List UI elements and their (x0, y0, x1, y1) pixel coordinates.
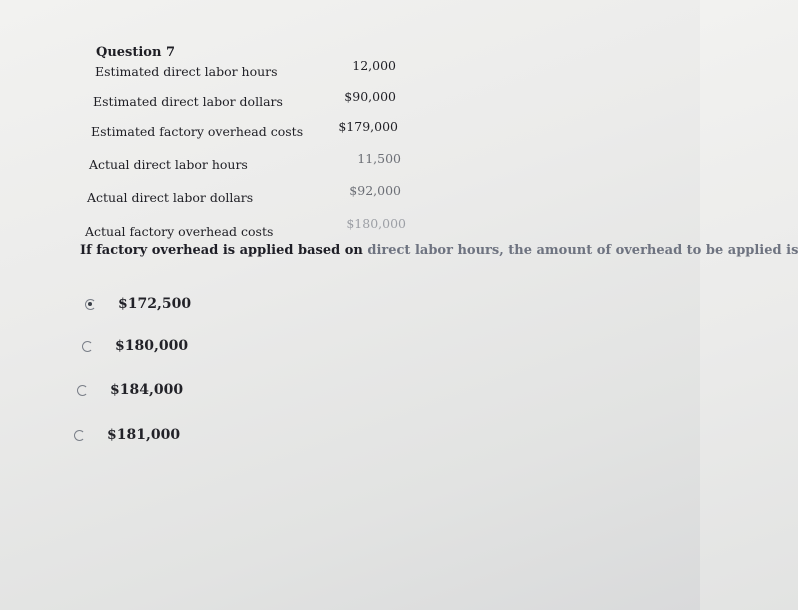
question-title: Question 7 (96, 45, 176, 60)
answer-option-label: $184,000 (110, 382, 184, 398)
answer-option-2[interactable] (82, 338, 188, 354)
radio-button-icon[interactable] (77, 385, 88, 396)
answer-option-3[interactable] (77, 382, 183, 398)
row-label-estimated-dl-hours: Estimated direct labor hours (95, 64, 278, 79)
question-prompt-end: direct labor hours, the amount of overhead to be applied is (367, 243, 798, 258)
row-value-actual-dl-dollars: $92,000 (349, 183, 401, 198)
row-label-actual-overhead: Actual factory overhead costs (85, 224, 274, 239)
answer-option-label: $180,000 (115, 338, 189, 354)
radio-button-icon[interactable] (82, 341, 93, 352)
row-label-estimated-dl-dollars: Estimated direct labor dollars (93, 94, 283, 109)
row-value-estimated-dl-dollars: $90,000 (344, 89, 396, 104)
row-label-actual-dl-hours: Actual direct labor hours (89, 157, 248, 172)
answer-option-label: $172,500 (118, 296, 192, 312)
row-label-actual-dl-dollars: Actual direct labor dollars (87, 190, 254, 205)
answer-option-1[interactable] (85, 296, 191, 312)
answer-option-4[interactable] (74, 427, 180, 443)
row-value-actual-overhead: $180,000 (346, 216, 406, 231)
question-prompt-start: If factory overhead is applied based on (80, 243, 368, 258)
row-label-estimated-overhead: Estimated factory overhead costs (91, 124, 304, 139)
radio-button-selected-icon[interactable] (85, 299, 96, 310)
row-value-estimated-dl-hours: 12,000 (352, 58, 396, 73)
question-prompt (80, 243, 798, 258)
row-value-actual-dl-hours: 11,500 (357, 151, 401, 166)
answer-option-label: $181,000 (107, 427, 181, 443)
radio-button-icon[interactable] (74, 430, 85, 441)
row-value-estimated-overhead: $179,000 (338, 119, 398, 134)
